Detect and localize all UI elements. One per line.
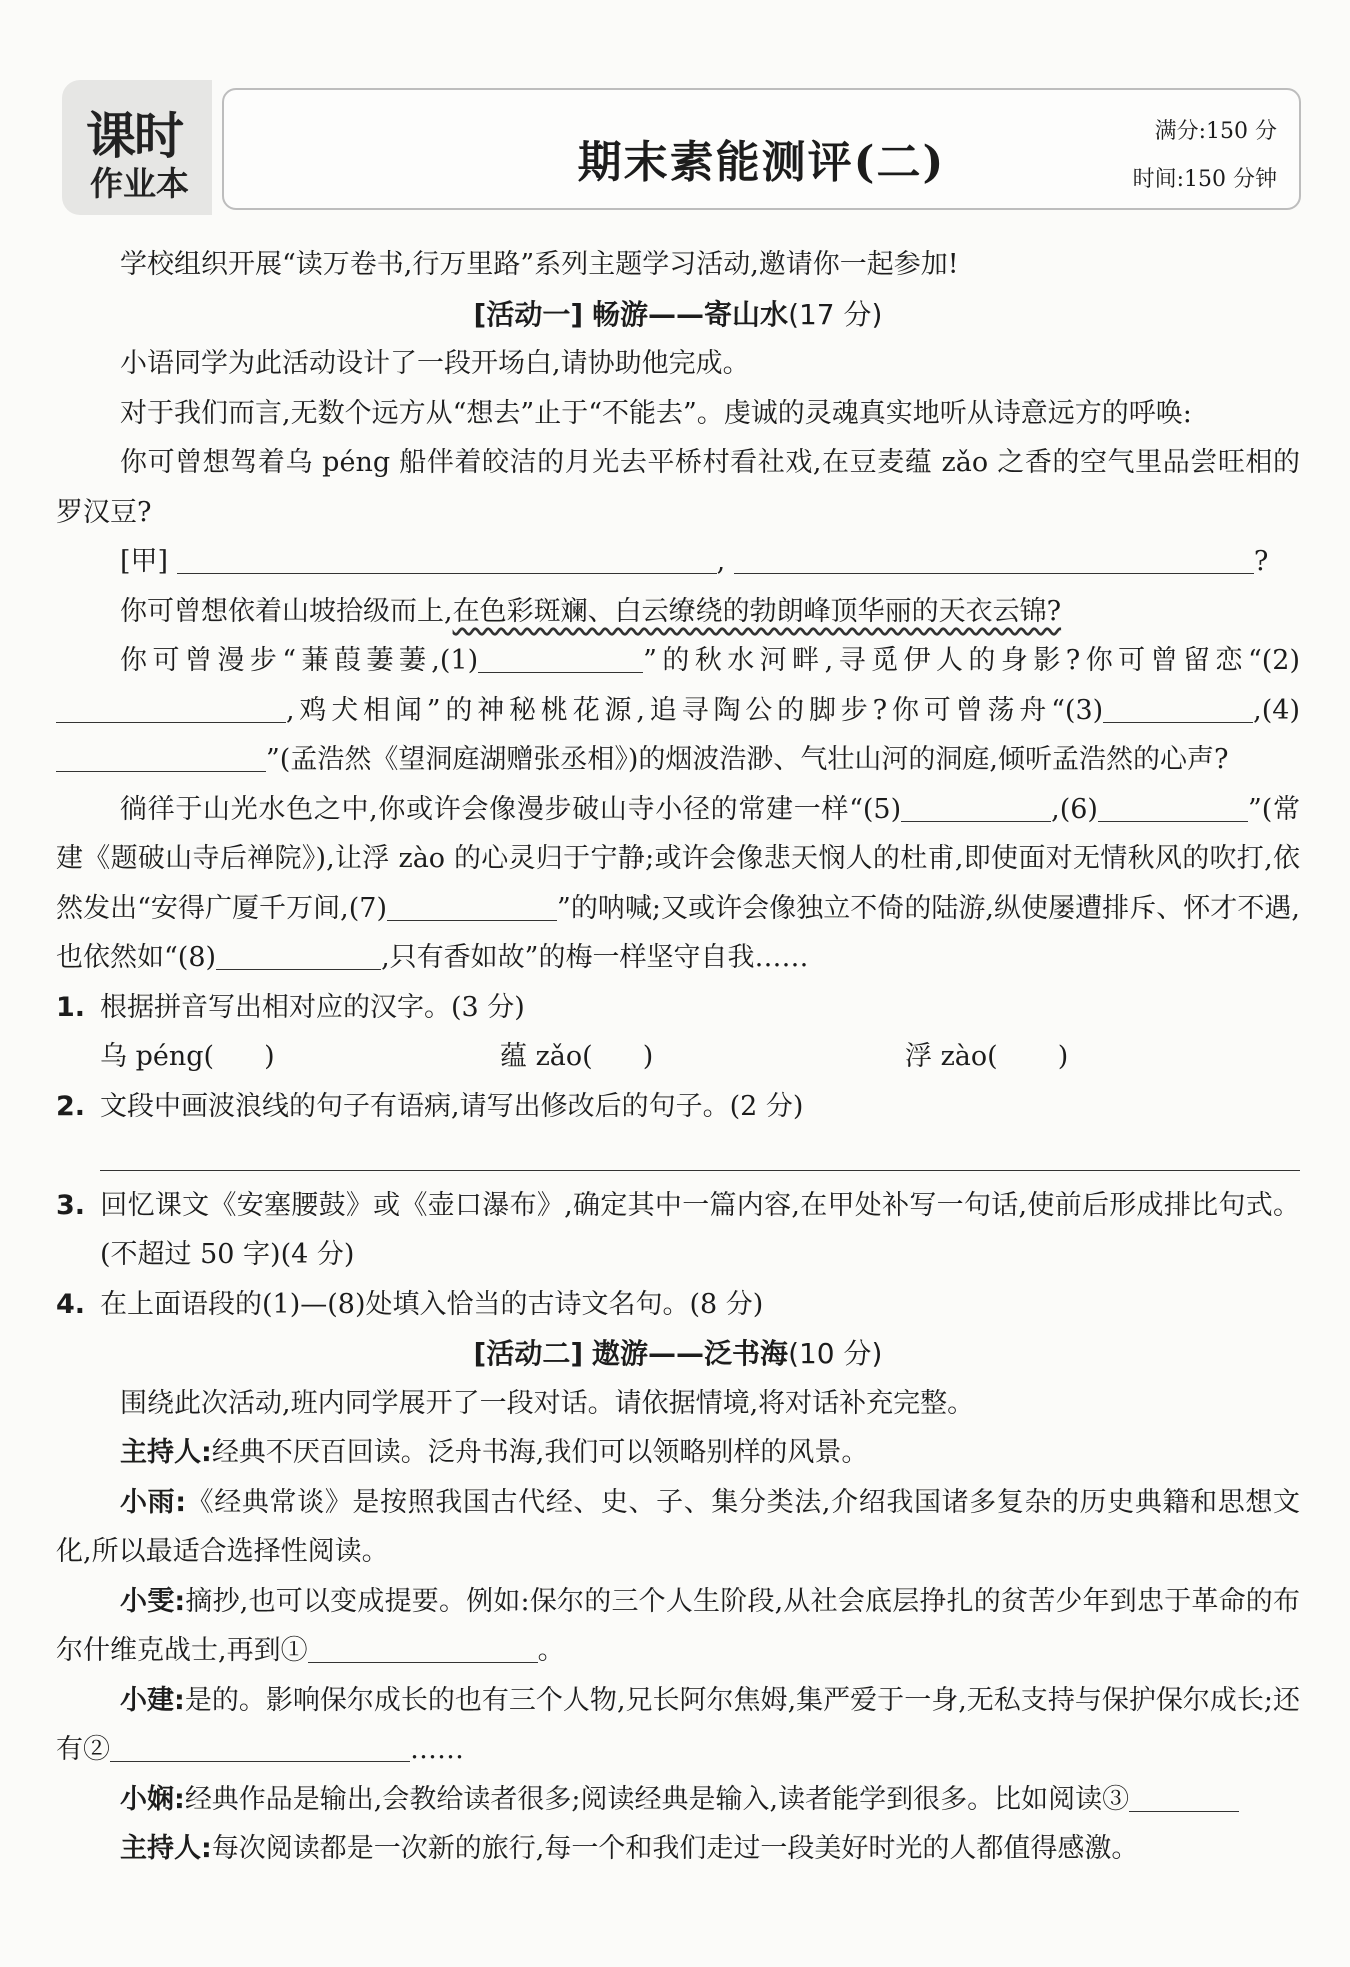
worksheet-header [62, 80, 1302, 215]
jia-line [56, 537, 1300, 587]
question-1 [56, 983, 1300, 1033]
dialog-text: 每次阅读都是一次新的旅行,每一个和我们走过一段美好时光的人都值得感激。 [211, 1833, 1139, 1864]
activity2-bracket: [活动二] [473, 1337, 584, 1370]
p6-text-5: ,只有香如故”的梅一样坚守自我…… [381, 942, 809, 973]
p5-text-5: ”(孟浩然《望洞庭湖赠张丞相》)的烟波浩渺、气壮山河的洞庭,倾听孟浩然的心声? [266, 744, 1229, 775]
answer-underline [100, 1170, 1300, 1171]
full-score: 满分:150 分 [1154, 119, 1277, 144]
wavy-sentence: 在色彩斑斓、白云缭绕的勃朗峰顶华丽的天衣云锦? [452, 595, 1062, 627]
dialog-line-5 [56, 1775, 1300, 1825]
time-limit: 时间:150 分钟 [1132, 167, 1277, 192]
pinyin-zao2: 浮 zào( [905, 1041, 998, 1072]
pinyin-close-3: ) [1057, 1041, 1069, 1072]
activity1-title: 畅游——寄山水 [592, 297, 789, 331]
logo-line2: 作业本 [90, 164, 189, 203]
speaker: 小雨: [120, 1486, 187, 1518]
question-2 [56, 1082, 1300, 1132]
p6-text-4: ”的呐喊;又或许会像独立不倚的陆游,纵使屡遭排斥、怀才不遇,也依然如“(8) [56, 892, 1300, 973]
speaker: 小娴: [120, 1783, 185, 1815]
blank-3[interactable] [1103, 692, 1253, 723]
dialog-line-2 [56, 1478, 1300, 1577]
speaker: 主持人: [120, 1437, 212, 1468]
pinyin-item-zao2 [905, 1032, 1068, 1082]
activity2-title: 遨游——泛书海 [592, 1337, 789, 1370]
dialog-line-1 [56, 1428, 1300, 1478]
activity1-p3: 你可曾想驾着乌 péng 船伴着皎洁的月光去平桥村看社戏,在豆麦蕴 zǎo 之香的空气里品尝旺相的罗汉豆? [56, 447, 1300, 528]
pinyin-blank-zao1[interactable] [593, 1039, 643, 1069]
activity1-p2: 对于我们而言,无数个远方从“想去”止于“不能去”。虔诚的灵魂真实地听从诗意远方的呼唤: [120, 397, 1192, 429]
activity1-p1: 小语同学为此活动设计了一段开场白,请协助他完成。 [120, 348, 750, 379]
question-1-text: 根据拼音写出相对应的汉字。(3 分) [100, 991, 525, 1023]
intro-text: 学校组织开展“读万卷书,行万里路”系列主题学习活动,邀请你一起参加! [120, 249, 959, 280]
pinyin-item-zao1 [500, 1032, 905, 1082]
speaker: 小建: [120, 1684, 185, 1716]
activity2-p1: 围绕此次活动,班内同学展开了一段对话。请依据情境,将对话补充完整。 [120, 1387, 975, 1419]
jia-comma: , [716, 546, 726, 577]
blank-2[interactable] [56, 692, 286, 723]
dialog-line-3 [56, 1577, 1300, 1676]
activity1-p5 [56, 636, 1300, 785]
answer-line-q2[interactable] [56, 1131, 1300, 1181]
blank-8[interactable] [216, 939, 381, 970]
activity2-heading [56, 1329, 1300, 1379]
p5-text-3: ,鸡犬相闻”的神秘桃花源,追寻陶公的脚步?你可曾荡舟“(3) [286, 694, 1104, 726]
blank-7[interactable] [387, 890, 557, 921]
p4-text: 你可曾想依着山坡拾级而上, [120, 595, 453, 627]
dialog-text: 经典作品是输出,会教给读者很多;阅读经典是输入,读者能学到很多。比如阅读③ [184, 1783, 1130, 1815]
blank-1[interactable] [478, 642, 643, 673]
jia-question: ? [1253, 546, 1269, 577]
pinyin-blank-zao2[interactable] [998, 1039, 1058, 1069]
blank-circle-3[interactable] [1129, 1781, 1239, 1812]
question-4-text: 在上面语段的(1)—(8)处填入恰当的古诗文名句。(8 分) [100, 1288, 764, 1320]
worksheet-body [56, 240, 1300, 1874]
question-3 [56, 1181, 1300, 1280]
page-title: 期末素能测评(二) [577, 137, 946, 188]
pinyin-close-2: ) [642, 1041, 654, 1072]
question-4-num: 4. [56, 1288, 86, 1320]
pinyin-peng: 乌 péng( [100, 1041, 215, 1072]
p6-text-3: ”(常建《题破山寺后禅院》),让浮 zào 的心灵归于宁静;或许会像悲天悯人的杜甫,即使面对无情秋风的吹打,依然发出“安得广厦千万间,(7) [56, 793, 1300, 924]
brand-logo [62, 80, 212, 215]
jia-blank-2[interactable] [734, 543, 1254, 574]
p5-text-2: ”的秋水河畔,寻觅伊人的身影?你可曾留恋“(2) [643, 645, 1300, 676]
blank-circle-2[interactable] [110, 1731, 410, 1762]
question-2-num: 2. [56, 1090, 86, 1122]
dialog-line-4 [56, 1676, 1300, 1775]
question-2-text: 文段中画波浪线的句子有语病,请写出修改后的句子。(2 分) [100, 1090, 804, 1122]
pinyin-item-peng [100, 1032, 500, 1082]
jia-label: [甲] [120, 546, 169, 577]
p6-text-1: 徜徉于山光水色之中,你或许会像漫步破山寺小径的常建一样“(5) [120, 793, 902, 825]
dialog-tail: …… [410, 1734, 464, 1765]
dialog-text: 《经典常谈》是按照我国古代经、史、子、集分类法,介绍我国诸多复杂的历史典籍和思想文化,所以最适合选择性阅读。 [56, 1486, 1300, 1567]
p5-text-4: ,(4) [1253, 694, 1300, 726]
dialog-text: 经典不厌百回读。泛舟书海,我们可以领略别样的风景。 [211, 1437, 869, 1468]
title-box [222, 88, 1301, 210]
activity1-bracket: [活动一] [473, 297, 584, 331]
question-3-num: 3. [56, 1189, 86, 1221]
pinyin-answers [56, 1032, 1300, 1082]
activity2-score: (10 分) [788, 1337, 883, 1370]
pinyin-blank-peng[interactable] [214, 1039, 264, 1069]
logo-line1: 课时 [86, 107, 182, 165]
activity1-p6 [56, 785, 1300, 983]
activity1-score: (17 分) [788, 297, 883, 331]
question-4 [56, 1280, 1300, 1330]
blank-circle-1[interactable] [308, 1632, 538, 1663]
p6-text-2: ,(6) [1051, 793, 1098, 825]
activity1-heading [56, 290, 1300, 340]
blank-4[interactable] [56, 741, 266, 772]
blank-6[interactable] [1098, 791, 1248, 822]
speaker: 主持人: [120, 1833, 212, 1864]
jia-blank-1[interactable] [177, 543, 717, 574]
question-1-num: 1. [56, 991, 86, 1023]
dialog-text: 摘抄,也可以变成提要。例如:保尔的三个人生阶段,从社会底层挣扎的贫苦少年到忠于革命的布尔什维克战士,再到① [56, 1585, 1300, 1666]
pinyin-zao1: 蕴 zǎo( [500, 1041, 593, 1072]
activity1-p4 [56, 587, 1300, 637]
dialog-tail: 。 [537, 1635, 565, 1666]
blank-5[interactable] [901, 791, 1051, 822]
dialog-line-6 [56, 1824, 1300, 1874]
p5-text-1: 你可曾漫步“蒹葭萋萋,(1) [120, 645, 479, 676]
dialog-text: 是的。影响保尔成长的也有三个人物,兄长阿尔焦姆,集严爱于一身,无私支持与保护保尔成长;还有② [56, 1684, 1300, 1765]
pinyin-close-1: ) [264, 1041, 275, 1072]
speaker: 小雯: [120, 1585, 186, 1617]
question-3-text: 回忆课文《安塞腰鼓》或《壶口瀑布》,确定其中一篇内容,在甲处补写一句话,使前后形成排比句式。(不超过 50 字)(4 分) [100, 1189, 1300, 1270]
